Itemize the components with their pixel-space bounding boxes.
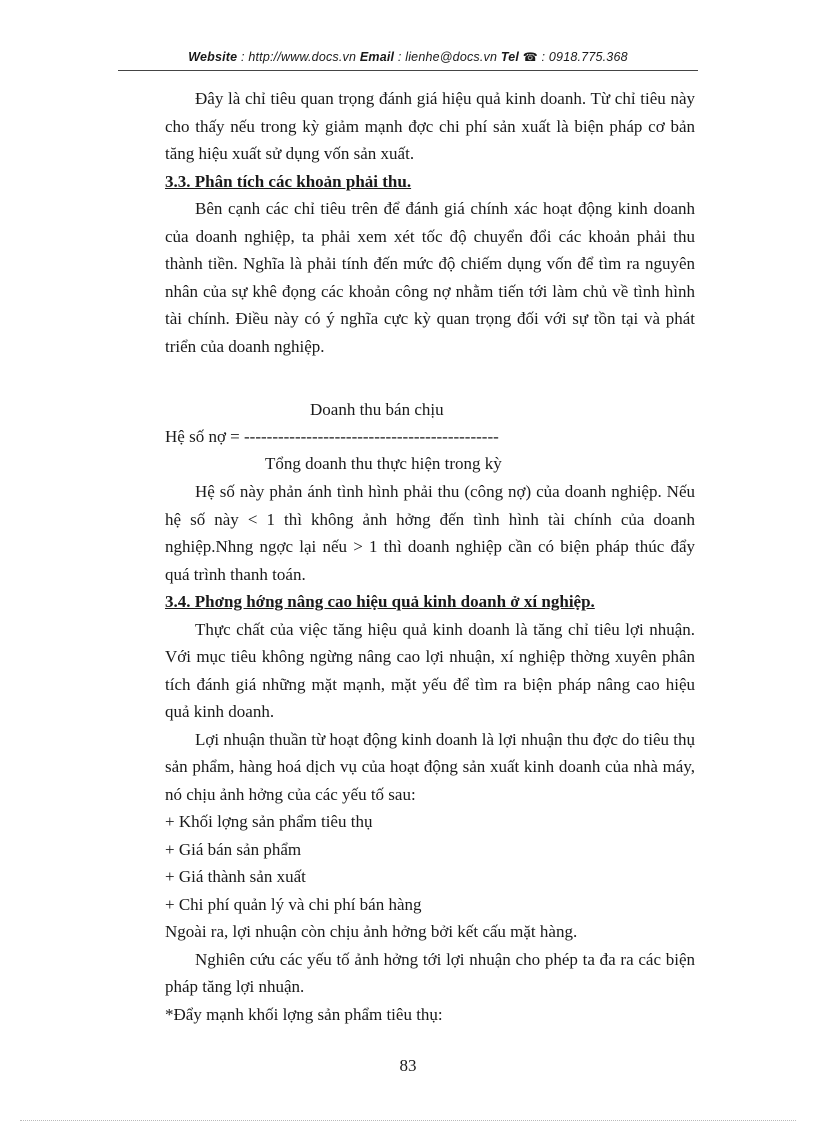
- section-heading-3-4: 3.4. Phơng hớng nâng cao hiệu quả kinh doanh ở xí nghiệp.: [165, 592, 595, 611]
- list-item: + Giá bán sản phẩm: [165, 839, 302, 859]
- page-number: 83: [399, 1056, 417, 1075]
- paragraph: Đây là chỉ tiêu quan trọng đánh giá hiệu quả kinh doanh. Từ chỉ tiêu này cho thấy nếu trong kỳ giảm mạnh đợc chi phí sản xuất là biện pháp cơ bản tăng hiệu xuất sử dụng vốn sản xuất.: [165, 89, 695, 163]
- paragraph: Nghiên cứu các yếu tố ảnh hởng tới lợi nhuận cho phép ta đa ra các biện pháp tăng lợi nhuận.: [165, 949, 695, 996]
- list-item: + Khối lợng sản phẩm tiêu thụ: [165, 812, 373, 831]
- website-value: : http://www.docs.vn: [237, 50, 360, 64]
- paragraph: Ngoài ra, lợi nhuận còn chịu ảnh hởng bởi kết cấu mặt hàng.: [165, 922, 578, 941]
- list-item: + Giá thành sản xuất: [165, 867, 306, 886]
- page-border-dotted: [20, 1120, 796, 1121]
- paragraph: Lợi nhuận thuần từ hoạt động kinh doanh là lợi nhuận thu đợc do tiêu thụ sản phẩm, hàng hoá dịch vụ của hoạt động sản xuất kinh doanh của nhà máy, nó chịu ảnh hởng của các yếu tố sau:: [165, 729, 695, 804]
- website-label: Website: [188, 50, 238, 64]
- paragraph: Thực chất của việc tăng hiệu quả kinh doanh là tăng chỉ tiêu lợi nhuận. Với mục tiêu không ngừng nâng cao lợi nhuận, xí nghiệp thờng xuyên phân tích đánh giá những mặt mạnh, mặt yếu để tìm ra biện pháp nâng cao hiệu quả kinh doanh.: [165, 619, 695, 721]
- header-divider: [118, 70, 698, 71]
- formula-lhs: Hệ số nợ = ---------------------------------------------: [165, 427, 499, 446]
- paragraph: Bên cạnh các chỉ tiêu trên để đánh giá chính xác hoạt động kinh doanh của doanh nghiệp, ta phải xem xét tốc độ chuyển đổi các khoản phải thu thành tiền. Nghĩa là phải tính đến mức độ chiếm dụng vốn để tìm ra nguyên nhân của sự khê đọng các khoản công nợ nhằm tiến tới làm chủ về tình hình tài chính. Điều này có ý nghĩa cực kỳ quan trọng đối với sự tồn tại và phát triển của doanh nghiệp.: [165, 199, 695, 356]
- phone-icon: ☎: [522, 50, 538, 64]
- tel-value: : 0918.775.368: [537, 50, 628, 64]
- tel-label: Tel: [500, 50, 520, 64]
- formula-denominator: Tổng doanh thu thực hiện trong kỳ: [265, 454, 502, 473]
- formula-numerator: Doanh thu bán chịu: [310, 400, 444, 419]
- page-body: [165, 85, 695, 1028]
- debt-ratio-formula: [165, 396, 695, 478]
- section-heading-3-3: 3.3. Phân tích các khoản phải thu.: [165, 171, 412, 191]
- page-header: [118, 50, 698, 64]
- email-label: Email: [359, 50, 395, 64]
- paragraph: Hệ số này phản ánh tình hình phải thu (công nợ) của doanh nghiệp. Nếu hệ số này < 1 thì không ảnh hởng đến tình hình tài chính của doanh nghiệp.Nhng ngợc lại nếu > 1 thì doanh nghiệp cần có biện pháp thúc đẩy quá trình thanh toán.: [165, 482, 695, 584]
- paragraph: *Đẩy mạnh khối lợng sản phẩm tiêu thụ:: [165, 1004, 443, 1024]
- list-item: + Chi phí quản lý và chi phí bán hàng: [165, 894, 422, 914]
- email-value: : lienhe@docs.vn: [394, 50, 501, 64]
